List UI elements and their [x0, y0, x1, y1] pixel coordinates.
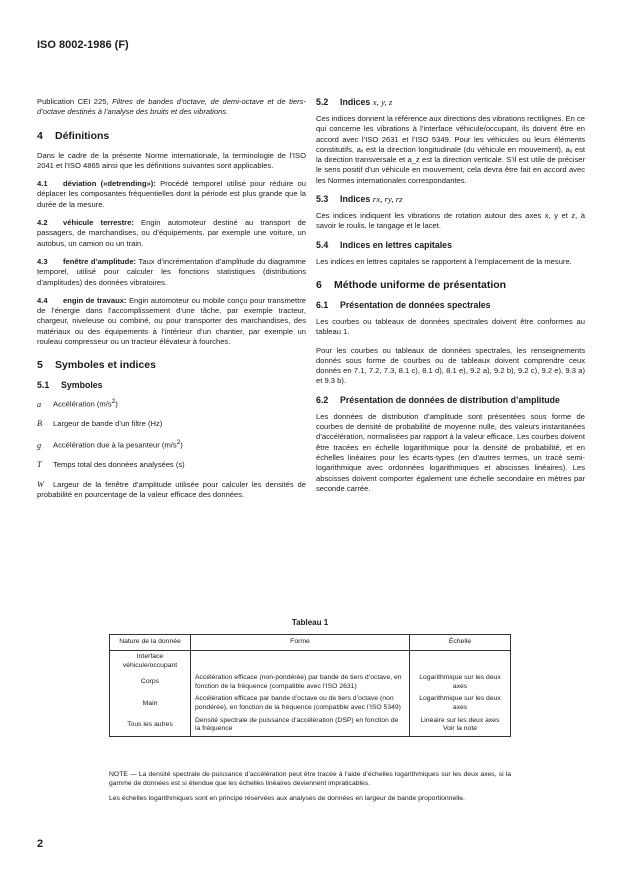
- section-5-2-text: Ces indices donnent la référence aux directions des vibrations rectilignes. En ce qui concerne les vibrations à l’interface véhicule/occupant, ils doivent être en accord avec l’ISO 2631 et l’ISO 5349. Pour les véhicules ou leurs éléments constitutifs, aₓ est la direction longitudinale (du véhicule en mouvement), aᵧ est la direction transversale et a_z est la direction verticale. S’il est utile de préciser le sens positif d’un véhicule en mouvement, cela devra être fait en accord avec les Normes internationales correspondantes.: [316, 114, 585, 185]
- definition-term: fenêtre d’amplitude:: [63, 256, 137, 266]
- column-header: Forme: [191, 635, 410, 651]
- section-5-heading: [37, 359, 306, 372]
- section-title: Symboles et indices: [55, 359, 156, 372]
- symbol-variable: T: [37, 460, 42, 470]
- definition-term: déviation («detrending»):: [63, 179, 156, 189]
- subsection-variables: rx, ry, rz: [372, 194, 403, 205]
- section-5-4-text: Les indices en lettres capitales se rapportent à l’emplacement de la mesure.: [316, 256, 572, 266]
- section-5-3-text: Ces indices indiquent les vibrations de rotation autour des axes x, y et z, à savoir le roulis, le tangage et le lacet.: [316, 211, 585, 231]
- right-column: [316, 97, 585, 502]
- section-number: 5: [37, 359, 43, 372]
- forme-cell: Densité spectrale de puissance d’accélération (DSP) en fonction de la fréquence: [191, 715, 410, 737]
- publication-title: Filtres de bandes d’octave, de demi-octave et de tiers-d’octave destinés à l’analyse des bruits et des vibrations.: [37, 97, 306, 117]
- symbol-t: [37, 460, 306, 470]
- section-6-2-text: Les données de distribution d’amplitude sont présentées sous forme de courbes de densité de probabilité de moyenne nulle, des valeurs instantanées d’accélération, normalisées par rapport à la valeur efficace. Les courbes doivent être tracées en échelle logarithmique pour la densité de probabilité, et en échelles linéaires pour les écarts-types (en d’autres termes, un tracé semi-logarithmique avec ordonnées logarithmiques et abscisses linéaires). Les abscisses doivent comporter également une échelle secondaire en mètres par seconde carrée.: [316, 411, 585, 493]
- subsection-title: Présentation de données de distribution d’amplitude: [340, 394, 560, 405]
- subsection-number: 5.2: [316, 97, 329, 107]
- definition-text: Engin automoteur destiné au transport de passagers, de marchandises, ou d’équipements, par exemple une voiture, un autobus, un camion ou un train.: [37, 218, 306, 248]
- table-notes: [109, 770, 511, 810]
- subsection-title: Indices: [340, 194, 371, 205]
- section-6-heading: [316, 279, 585, 292]
- section-number: 6: [316, 278, 322, 291]
- symbol-description: Temps total des données analysées (s): [53, 460, 185, 470]
- definition-number: 4.3: [37, 256, 48, 266]
- echelle-cell: Logarithmique sur les deux axes: [410, 672, 511, 693]
- definition-text: Taux d’incrémentation d’amplitude du diagramme temporel, utilisé pour calculer les fonctions statistiques (distributions d’amplitudes) des données vibratoires.: [37, 256, 307, 287]
- table-row: [110, 672, 511, 693]
- definition-4-2: [37, 218, 306, 249]
- subsection-variables: x, y, z: [372, 97, 393, 107]
- forme-cell: Accélération efficace (non-pondérée) par bande de tiers d’octave, en fonction de la fréquence (compatible avec l’ISO 2631): [191, 672, 410, 693]
- section-6-1-heading: [316, 300, 585, 311]
- table-title: Tableau 1: [291, 618, 329, 627]
- definition-4-3: [37, 257, 306, 288]
- section-number: 4: [37, 129, 43, 142]
- symbol-variable: a: [37, 399, 42, 409]
- subsection-number: 6.1: [316, 299, 329, 310]
- symbol-variable: W: [37, 479, 44, 489]
- symbol-b: [37, 419, 306, 429]
- exponent: 2: [111, 398, 116, 406]
- symbol-w: [37, 480, 306, 501]
- definition-4-1: [37, 179, 306, 210]
- table-row: [110, 693, 511, 714]
- page-number: 2: [37, 838, 44, 850]
- subsection-title: Symboles: [61, 380, 103, 391]
- subsection-number: 6.2: [316, 394, 329, 405]
- publication-prefix: Publication CEI 225,: [37, 97, 113, 106]
- echelle-cell: [410, 651, 511, 673]
- subsection-title: Indices: [340, 97, 371, 107]
- table-row: [110, 651, 511, 673]
- subsection-number: 5.4: [316, 239, 329, 250]
- symbol-variable: B: [37, 419, 43, 429]
- exponent: 2: [176, 439, 181, 447]
- echelle-cell: Logarithmique sur les deux axes: [410, 693, 511, 714]
- forme-cell: Accélération efficace par bande d’octave ou de tiers d’octave (non pondérée), en fonction de la fréquence (compatible avec l’ISO 5349): [191, 693, 410, 714]
- symbol-a: [37, 397, 306, 410]
- definition-term: engin de travaux:: [63, 295, 127, 305]
- subsection-title: Présentation de données spectrales: [340, 299, 491, 310]
- echelle-cell: Linéaire sur les deux axes Voir la note: [410, 715, 511, 737]
- table-row: [110, 715, 511, 737]
- section-4-intro: Dans le cadre de la présente Norme internationale, la terminologie de l’ISO 2041 et l’ISO 4865 ainsi que les définitions suivantes sont applicables.: [37, 150, 306, 170]
- section-5-3-heading: [316, 194, 585, 205]
- symbol-variable: g: [37, 441, 42, 450]
- nature-cell: Interface véhicule/occupant: [110, 651, 191, 673]
- symbol-description: Accélération due à la pesanteur (m/s: [53, 441, 177, 450]
- definition-number: 4.2: [37, 218, 48, 228]
- section-title: Définitions: [55, 129, 110, 142]
- section-title: Méthode uniforme de présentation: [334, 278, 507, 291]
- symbol-g: [37, 438, 306, 451]
- symbol-description: Largeur de bande d’un filtre (Hz): [53, 419, 163, 429]
- definition-term: véhicule terrestre:: [63, 218, 134, 228]
- section-5-2-heading: [316, 97, 585, 108]
- symbol-description: Accélération (m/s: [53, 399, 112, 409]
- section-6-2-heading: [316, 395, 585, 406]
- document-header: ISO 8002-1986 (F): [37, 39, 129, 51]
- definition-number: 4.4: [37, 295, 48, 305]
- section-4-heading: [37, 130, 306, 143]
- column-header: Échelle: [410, 635, 511, 651]
- table-header-row: [110, 635, 511, 651]
- left-column: [37, 97, 306, 509]
- subsection-title: Indices en lettres capitales: [340, 239, 452, 250]
- section-5-4-heading: [316, 240, 585, 251]
- section-6-1-paragraph-2: Pour les courbes ou tableaux de données spectrales, les renseignements donnés sous forme de courbes ou de tableaux doivent comprendre ceux donnés en 7.1, 7.2, 7.3, 8.1 c), 8.1 d), 8.1 e), 9.2 a), 9.2 b), 9.2 c), 9.2 e), 9.3 a) et 9.3 b).: [316, 345, 585, 386]
- section-6-1-paragraph-1: Les courbes ou tableaux de données spectrales doivent être conformes au tableau 1.: [316, 316, 585, 337]
- publication-reference: [37, 97, 306, 118]
- forme-cell: [191, 651, 410, 673]
- definition-number: 4.1: [37, 179, 48, 189]
- section-5-1-heading: [37, 380, 306, 391]
- symbol-unit-close: ): [180, 441, 183, 450]
- nature-cell: Main: [110, 693, 191, 714]
- definition-text: Engin automoteur ou mobile conçu pour transmettre de l’énergie dans l’accomplissement d’une tâche, par exemple tracteur, chargeur, niveleuse ou combiné, ou pour transporter des marchandises, des matériaux ou des équipements à l’intérieur d’un chantier, par exemple un rouleau compresseur ou un tracteur élévateur à fourches.: [37, 295, 307, 347]
- definition-4-4: [37, 296, 306, 347]
- nature-cell: Tous les autres: [110, 715, 191, 737]
- symbol-description: Largeur de la fenêtre d’amplitude utilisée pour calculer les densités de probabilité en pourcentage de la valeur efficace des données.: [37, 479, 306, 499]
- subsection-number: 5.3: [316, 194, 329, 205]
- symbol-unit-close: ): [115, 399, 118, 409]
- table-note-2: Les échelles logarithmiques sont en principe réservées aux analyses de données en largeur de bande proportionnelle.: [109, 795, 465, 803]
- table-1: [109, 634, 511, 737]
- table-note: NOTE — La densité spectrale de puissance d’accélération peut être tracée à l’aide d’échelles logarithmiques sur les deux axes, si la gamme de données est si étendue que les échelles linéaires deviennent impraticables.: [109, 771, 511, 788]
- nature-cell: Corps: [110, 672, 191, 693]
- column-header: Nature de la donnée: [110, 635, 191, 651]
- definition-text: Procédé temporel utilisé pour réduire ou déplacer les composantes fréquentielles dont la période est plus grande que la durée de la mesure.: [37, 179, 306, 209]
- subsection-number: 5.1: [37, 380, 50, 391]
